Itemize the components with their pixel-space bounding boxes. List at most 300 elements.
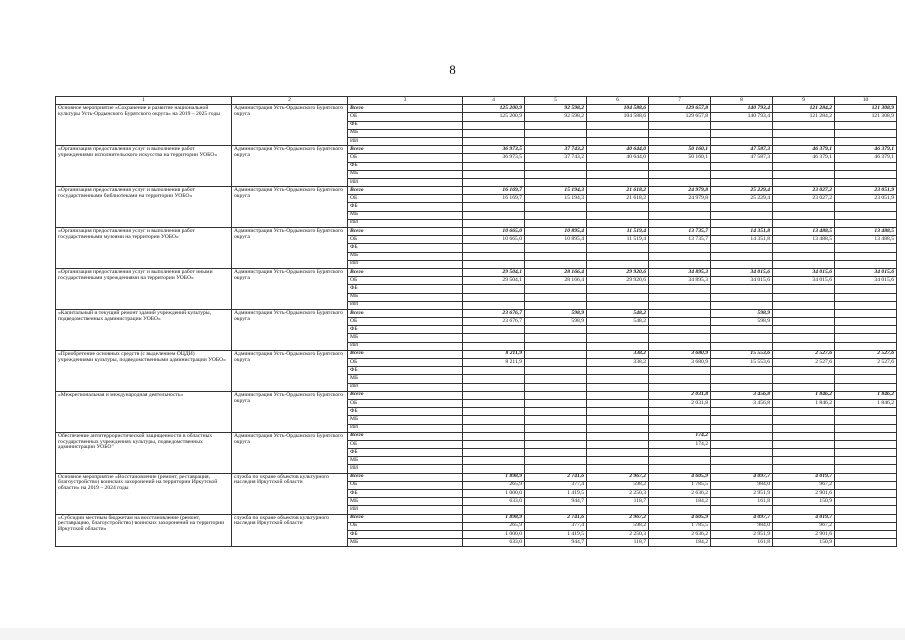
- amount-cell: [649, 465, 711, 473]
- amount-cell: [525, 244, 587, 252]
- amount-cell: 40 644,0: [587, 146, 649, 154]
- funding-source: МБ: [348, 129, 463, 137]
- funding-source: ОБ: [348, 359, 463, 367]
- amount-cell: [711, 178, 773, 186]
- activity-description: «Организация предоставления услуг и выполнения работ государственными библиотеками на территории УОБО»: [56, 187, 232, 228]
- funding-source: Всего: [348, 146, 463, 154]
- amount-cell: [835, 137, 897, 145]
- funding-source: ФБ: [348, 244, 463, 252]
- table-row: [56, 228, 897, 236]
- amount-cell: 598,9: [525, 309, 587, 317]
- amount-cell: [711, 137, 773, 145]
- amount-cell: [463, 326, 525, 334]
- amount-cell: [587, 121, 649, 129]
- amount-cell: [525, 408, 587, 416]
- amount-cell: 3 680,9: [649, 350, 711, 358]
- amount-cell: [711, 440, 773, 448]
- amount-cell: [711, 375, 773, 383]
- amount-cell: [525, 252, 587, 260]
- funding-source: ОБ: [348, 195, 463, 203]
- amount-cell: [649, 301, 711, 309]
- amount-cell: 23 027,2: [773, 187, 835, 195]
- amount-cell: [463, 219, 525, 227]
- amount-cell: 25 229,4: [711, 195, 773, 203]
- amount-cell: 2 527,6: [773, 350, 835, 358]
- amount-cell: 29 920,6: [587, 277, 649, 285]
- amount-cell: [835, 260, 897, 268]
- amount-cell: 944,7: [525, 539, 587, 547]
- amount-cell: 1 846,2: [835, 391, 897, 399]
- amount-cell: 24 979,8: [649, 187, 711, 195]
- funding-source: ИИ: [348, 178, 463, 186]
- amount-cell: 46 379,1: [773, 146, 835, 154]
- amount-cell: 2 741,6: [525, 514, 587, 522]
- page-number: 8: [449, 62, 456, 77]
- amount-cell: [587, 137, 649, 145]
- amount-cell: [773, 170, 835, 178]
- budget-table: [55, 96, 897, 547]
- amount-cell: [649, 211, 711, 219]
- amount-cell: 140 793,4: [711, 105, 773, 113]
- amount-cell: [835, 318, 897, 326]
- amount-cell: [587, 260, 649, 268]
- funding-source: ИИ: [348, 383, 463, 391]
- amount-cell: [773, 244, 835, 252]
- funding-source: Всего: [348, 473, 463, 481]
- amount-cell: [835, 465, 897, 473]
- amount-cell: [835, 473, 897, 481]
- funding-source: ИИ: [348, 219, 463, 227]
- amount-cell: [525, 260, 587, 268]
- funding-source: ФБ: [348, 490, 463, 498]
- col-header: 10: [835, 97, 897, 105]
- amount-cell: [525, 449, 587, 457]
- amount-cell: [463, 416, 525, 424]
- responsible-org: Администрация Усть-Ордынского Бурятского округа: [232, 432, 348, 473]
- table-row: [56, 105, 897, 113]
- amount-cell: 34 015,6: [711, 277, 773, 285]
- activity-description: «Субсидии местным бюджетам на восстановление (ремонт, реставрацию, благоустройство) воинских захоронений на территории Иркутской области»: [56, 514, 232, 547]
- amount-cell: 2 250,3: [587, 530, 649, 538]
- amount-cell: 2 031,8: [649, 399, 711, 407]
- amount-cell: 13 488,5: [773, 228, 835, 236]
- amount-cell: 34 895,3: [649, 277, 711, 285]
- amount-cell: 36 973,5: [463, 146, 525, 154]
- amount-cell: [649, 203, 711, 211]
- amount-cell: [835, 457, 897, 465]
- amount-cell: 29 920,6: [587, 268, 649, 276]
- funding-source: ФБ: [348, 203, 463, 211]
- amount-cell: [463, 260, 525, 268]
- amount-cell: 46 379,1: [773, 154, 835, 162]
- amount-cell: 2 527,6: [773, 359, 835, 367]
- amount-cell: [525, 334, 587, 342]
- funding-source: ОБ: [348, 318, 463, 326]
- funding-source: ИИ: [348, 342, 463, 350]
- amount-cell: 13 488,5: [773, 236, 835, 244]
- amount-cell: [587, 162, 649, 170]
- amount-cell: 1 419,5: [525, 490, 587, 498]
- amount-cell: [525, 465, 587, 473]
- activity-description: «Капитальный и текущий ремонт зданий учреждений культуры, подведомственных администрации УОБО»: [56, 309, 232, 350]
- amount-cell: [525, 416, 587, 424]
- amount-cell: [649, 309, 711, 317]
- amount-cell: 1 785,5: [649, 481, 711, 489]
- amount-cell: [649, 170, 711, 178]
- amount-cell: [773, 334, 835, 342]
- amount-cell: [711, 367, 773, 375]
- amount-cell: 4 019,7: [773, 514, 835, 522]
- amount-cell: 377,4: [525, 481, 587, 489]
- amount-cell: 1 846,2: [773, 399, 835, 407]
- amount-cell: [525, 359, 587, 367]
- amount-cell: [835, 293, 897, 301]
- amount-cell: [773, 129, 835, 137]
- funding-source: ФБ: [348, 530, 463, 538]
- funding-source: Всего: [348, 350, 463, 358]
- amount-cell: 967,2: [773, 522, 835, 530]
- amount-cell: 28 166,4: [525, 277, 587, 285]
- amount-cell: 46 379,1: [835, 154, 897, 162]
- amount-cell: 2 031,8: [649, 391, 711, 399]
- amount-cell: [587, 383, 649, 391]
- amount-cell: [649, 178, 711, 186]
- amount-cell: 47 587,3: [711, 154, 773, 162]
- amount-cell: [835, 514, 897, 522]
- amount-cell: [835, 252, 897, 260]
- amount-cell: [835, 481, 897, 489]
- funding-source: ОБ: [348, 399, 463, 407]
- amount-cell: 3 456,8: [711, 391, 773, 399]
- amount-cell: 1 419,5: [525, 530, 587, 538]
- amount-cell: [711, 252, 773, 260]
- amount-cell: [525, 203, 587, 211]
- amount-cell: [463, 367, 525, 375]
- amount-cell: [525, 285, 587, 293]
- amount-cell: 377,4: [525, 522, 587, 530]
- funding-source: МБ: [348, 375, 463, 383]
- col-header: 7: [649, 97, 711, 105]
- amount-cell: [711, 301, 773, 309]
- table-row: [56, 473, 897, 481]
- amount-cell: [711, 424, 773, 432]
- amount-cell: [587, 203, 649, 211]
- amount-cell: 984,0: [711, 481, 773, 489]
- amount-cell: 34 015,6: [835, 268, 897, 276]
- amount-cell: 3 456,8: [711, 399, 773, 407]
- amount-cell: 121 308,9: [835, 113, 897, 121]
- amount-cell: 13 735,7: [649, 228, 711, 236]
- amount-cell: 13 488,5: [835, 236, 897, 244]
- responsible-org: Администрация Усть-Ордынского Бурятского округа: [232, 309, 348, 350]
- amount-cell: 29 504,1: [463, 277, 525, 285]
- funding-source: ОБ: [348, 440, 463, 448]
- amount-cell: [773, 219, 835, 227]
- amount-cell: [525, 432, 587, 440]
- amount-cell: [773, 367, 835, 375]
- amount-cell: 25 229,4: [711, 187, 773, 195]
- amount-cell: 2 901,6: [773, 490, 835, 498]
- amount-cell: [835, 530, 897, 538]
- amount-cell: [463, 383, 525, 391]
- amount-cell: 121 284,2: [773, 105, 835, 113]
- amount-cell: [587, 399, 649, 407]
- amount-cell: 23 051,9: [835, 187, 897, 195]
- amount-cell: [463, 375, 525, 383]
- amount-cell: 598,2: [587, 522, 649, 530]
- funding-source: ОБ: [348, 522, 463, 530]
- funding-source: Всего: [348, 391, 463, 399]
- amount-cell: [649, 219, 711, 227]
- amount-cell: [587, 285, 649, 293]
- amount-cell: 92 598,2: [525, 113, 587, 121]
- amount-cell: 129 657,8: [649, 113, 711, 121]
- amount-cell: [711, 260, 773, 268]
- amount-cell: [525, 121, 587, 129]
- amount-cell: [463, 432, 525, 440]
- responsible-org: Администрация Усть-Ордынского Бурятского округа: [232, 105, 348, 146]
- amount-cell: [649, 367, 711, 375]
- amount-cell: 125 200,9: [463, 113, 525, 121]
- amount-cell: 2 741,6: [525, 473, 587, 481]
- amount-cell: 1 898,9: [463, 514, 525, 522]
- funding-source: Всего: [348, 105, 463, 113]
- amount-cell: 140 793,4: [711, 113, 773, 121]
- amount-cell: 23 676,7: [463, 318, 525, 326]
- amount-cell: 14 351,8: [711, 236, 773, 244]
- amount-cell: [463, 342, 525, 350]
- amount-cell: [835, 170, 897, 178]
- responsible-org: служба по охране объектов культурного наследия Иркутской области: [232, 514, 348, 547]
- amount-cell: [587, 367, 649, 375]
- amount-cell: [711, 219, 773, 227]
- amount-cell: [835, 424, 897, 432]
- amount-cell: 118,7: [587, 498, 649, 506]
- amount-cell: [773, 318, 835, 326]
- amount-cell: [773, 408, 835, 416]
- amount-cell: 50 160,1: [649, 146, 711, 154]
- amount-cell: 10 665,0: [463, 236, 525, 244]
- table-row: [56, 309, 897, 317]
- col-header: 9: [773, 97, 835, 105]
- amount-cell: [587, 244, 649, 252]
- amount-cell: 1 785,5: [649, 522, 711, 530]
- amount-cell: [773, 449, 835, 457]
- amount-cell: [711, 342, 773, 350]
- amount-cell: [773, 457, 835, 465]
- funding-source: Всего: [348, 228, 463, 236]
- amount-cell: [835, 309, 897, 317]
- amount-cell: 598,9: [525, 318, 587, 326]
- amount-cell: [463, 203, 525, 211]
- amount-cell: [835, 440, 897, 448]
- amount-cell: 174,2: [649, 432, 711, 440]
- amount-cell: 129 657,8: [649, 105, 711, 113]
- amount-cell: [525, 219, 587, 227]
- amount-cell: 265,9: [463, 522, 525, 530]
- amount-cell: [835, 408, 897, 416]
- amount-cell: 15 553,6: [711, 359, 773, 367]
- amount-cell: 2 967,2: [587, 473, 649, 481]
- amount-cell: [587, 416, 649, 424]
- amount-cell: [463, 301, 525, 309]
- amount-cell: 47 587,3: [711, 146, 773, 154]
- col-header: 8: [711, 97, 773, 105]
- amount-cell: [711, 293, 773, 301]
- amount-cell: [525, 178, 587, 186]
- table-row: [56, 514, 897, 522]
- amount-cell: [649, 383, 711, 391]
- responsible-org: Администрация Усть-Ордынского Бурятского округа: [232, 146, 348, 187]
- amount-cell: [587, 424, 649, 432]
- amount-cell: 1 000,0: [463, 530, 525, 538]
- amount-cell: [711, 383, 773, 391]
- amount-cell: 598,9: [711, 318, 773, 326]
- amount-cell: [649, 293, 711, 301]
- amount-cell: [463, 293, 525, 301]
- amount-cell: 23 027,2: [773, 195, 835, 203]
- amount-cell: 2 951,9: [711, 490, 773, 498]
- col-header: 1: [56, 97, 232, 105]
- amount-cell: [835, 219, 897, 227]
- amount-cell: [835, 211, 897, 219]
- amount-cell: [463, 162, 525, 170]
- amount-cell: [711, 432, 773, 440]
- amount-cell: [649, 137, 711, 145]
- funding-source: ОБ: [348, 113, 463, 121]
- amount-cell: 21 618,2: [587, 195, 649, 203]
- amount-cell: [587, 449, 649, 457]
- amount-cell: [649, 416, 711, 424]
- amount-cell: 338,2: [587, 350, 649, 358]
- amount-cell: [649, 449, 711, 457]
- amount-cell: 16 169,7: [463, 195, 525, 203]
- amount-cell: [711, 449, 773, 457]
- amount-cell: [711, 203, 773, 211]
- funding-source: Всего: [348, 187, 463, 195]
- amount-cell: [525, 342, 587, 350]
- amount-cell: 121 284,2: [773, 113, 835, 121]
- amount-cell: 633,0: [463, 539, 525, 547]
- amount-cell: 125 200,9: [463, 105, 525, 113]
- amount-cell: [773, 211, 835, 219]
- amount-cell: 11 519,4: [587, 236, 649, 244]
- amount-cell: [649, 457, 711, 465]
- amount-cell: [525, 383, 587, 391]
- amount-cell: 265,9: [463, 481, 525, 489]
- amount-cell: [773, 432, 835, 440]
- amount-cell: 4 097,7: [711, 473, 773, 481]
- amount-cell: [587, 129, 649, 137]
- table-row: [56, 268, 897, 276]
- funding-source: МБ: [348, 170, 463, 178]
- funding-source: Всего: [348, 514, 463, 522]
- amount-cell: 944,7: [525, 498, 587, 506]
- amount-cell: [711, 121, 773, 129]
- amount-cell: [649, 260, 711, 268]
- amount-cell: 598,2: [587, 481, 649, 489]
- funding-source: Всего: [348, 268, 463, 276]
- funding-source: ФБ: [348, 408, 463, 416]
- amount-cell: [711, 334, 773, 342]
- amount-cell: [835, 285, 897, 293]
- funding-source: ИИ: [348, 424, 463, 432]
- amount-cell: [649, 334, 711, 342]
- amount-cell: [463, 137, 525, 145]
- funding-source: МБ: [348, 211, 463, 219]
- amount-cell: [587, 375, 649, 383]
- amount-cell: [773, 260, 835, 268]
- amount-cell: [773, 137, 835, 145]
- amount-cell: [525, 375, 587, 383]
- amount-cell: [835, 383, 897, 391]
- amount-cell: 984,0: [711, 522, 773, 530]
- amount-cell: 184,2: [649, 498, 711, 506]
- amount-cell: [463, 408, 525, 416]
- amount-cell: [463, 170, 525, 178]
- amount-cell: [463, 121, 525, 129]
- amount-cell: [649, 318, 711, 326]
- amount-cell: 37 743,2: [525, 146, 587, 154]
- activity-description: «Организация предоставления услуг и выполнение работ учреждениями исполнительского искусства на территории УОБО»: [56, 146, 232, 187]
- amount-cell: [773, 326, 835, 334]
- amount-cell: [773, 342, 835, 350]
- amount-cell: [835, 244, 897, 252]
- amount-cell: 118,7: [587, 539, 649, 547]
- amount-cell: 338,2: [587, 359, 649, 367]
- amount-cell: [773, 203, 835, 211]
- amount-cell: 92 598,2: [525, 105, 587, 113]
- amount-cell: [835, 432, 897, 440]
- activity-description: Основное мероприятие «Восстановление (ремонт, реставрация, благоустройство) воинских захоронений на территории Иркутской области» на 2019 – 2024 годы: [56, 473, 232, 514]
- amount-cell: 21 618,2: [587, 187, 649, 195]
- amount-cell: [773, 162, 835, 170]
- funding-source: МБ: [348, 334, 463, 342]
- amount-cell: 1 000,0: [463, 490, 525, 498]
- funding-source: ФБ: [348, 285, 463, 293]
- funding-source: ФБ: [348, 162, 463, 170]
- amount-cell: [649, 252, 711, 260]
- amount-cell: [587, 506, 649, 514]
- amount-cell: [835, 506, 897, 514]
- amount-cell: [711, 465, 773, 473]
- amount-cell: [773, 465, 835, 473]
- amount-cell: [587, 440, 649, 448]
- amount-cell: [773, 506, 835, 514]
- amount-cell: 598,9: [711, 309, 773, 317]
- amount-cell: [649, 408, 711, 416]
- amount-cell: [525, 391, 587, 399]
- amount-cell: [835, 416, 897, 424]
- activity-description: «Организация предоставления услуг и выполнения работ государственными музеями на территории УОБО»: [56, 228, 232, 269]
- amount-cell: [463, 465, 525, 473]
- amount-cell: [525, 162, 587, 170]
- table-row: [56, 391, 897, 399]
- header-row: [56, 97, 897, 105]
- amount-cell: [711, 129, 773, 137]
- funding-source: ИИ: [348, 465, 463, 473]
- amount-cell: [649, 162, 711, 170]
- amount-cell: 121 308,9: [835, 105, 897, 113]
- amount-cell: 150,9: [773, 539, 835, 547]
- amount-cell: [835, 342, 897, 350]
- activity-description: Основное мероприятие «Сохранение и развитие национальной культуры Усть-Ордынского Бурятского округа» на 2019 – 2025 годы: [56, 105, 232, 146]
- amount-cell: [463, 449, 525, 457]
- amount-cell: 967,2: [773, 481, 835, 489]
- amount-cell: [773, 309, 835, 317]
- amount-cell: [587, 211, 649, 219]
- amount-cell: 150,9: [773, 498, 835, 506]
